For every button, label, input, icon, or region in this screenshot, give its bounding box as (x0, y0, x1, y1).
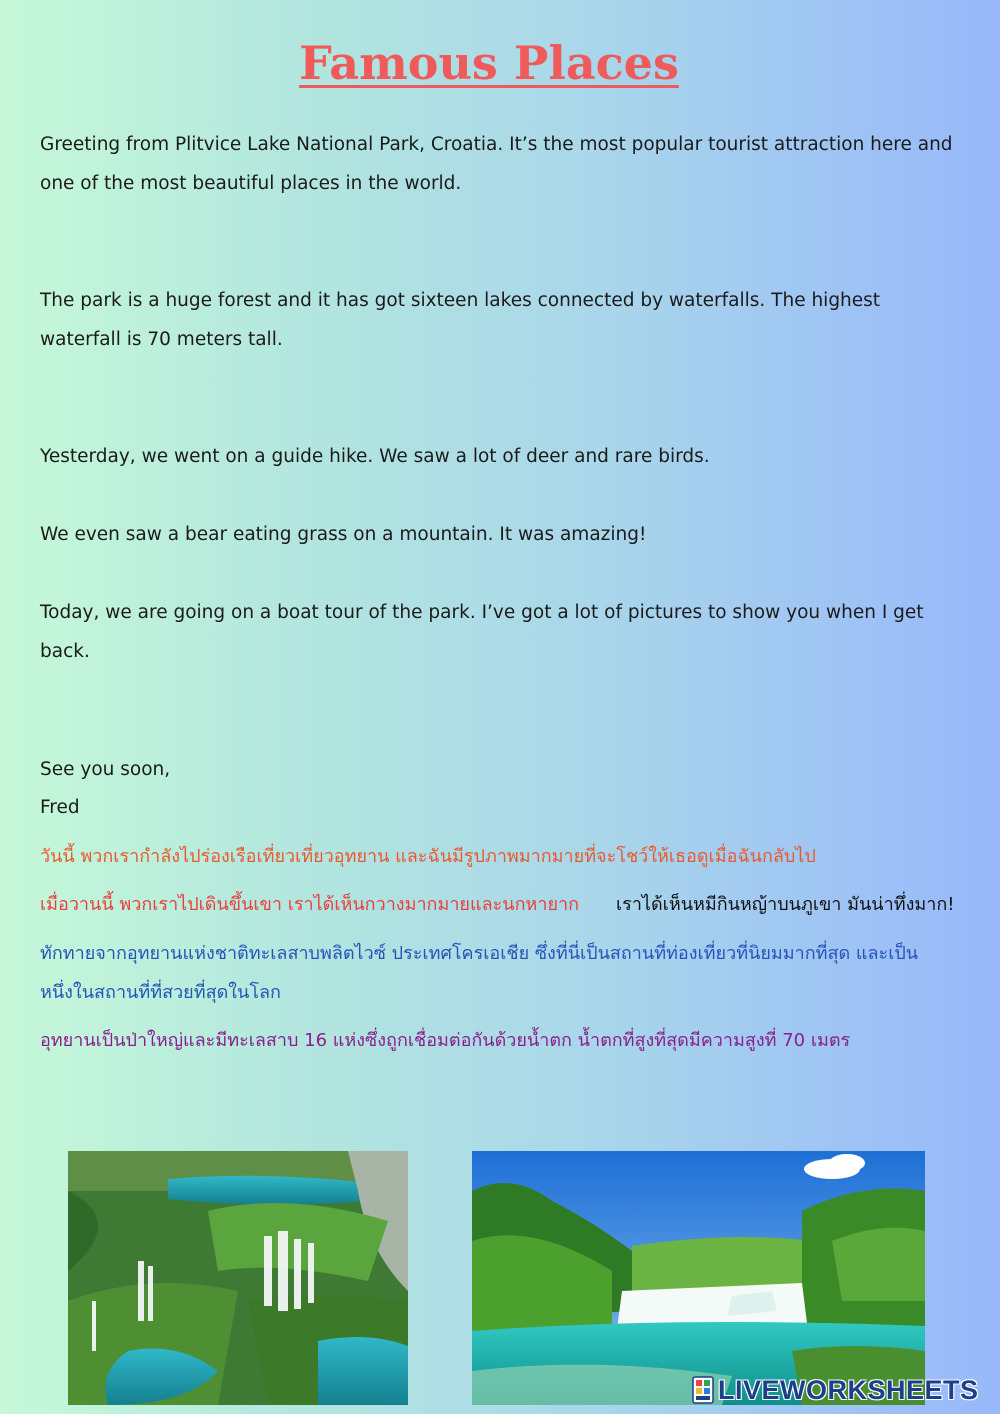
paragraph-yesterday: Yesterday, we went on a guide hike. We saw a lot of deer and rare birds. (40, 446, 710, 467)
waterfall-photo-left (68, 1151, 408, 1405)
thai-translation-yesterday: เมื่อวานนี้ พวกเราไปเดินขึ้นเขา เราได้เห็นกวางมากมายและนกหายาก (40, 894, 580, 915)
liveworksheets-icon (692, 1376, 714, 1404)
paragraph-greeting: Greeting from Plitvice Lake National Park, Croatia. It’s the most popular tourist attraction here and one of the most beautiful places in the world. (40, 134, 953, 194)
closing-text: See you soon, (40, 759, 171, 780)
brand-name: LIVEWORKSHEETS (718, 1374, 979, 1405)
page-title: Famous Places (299, 36, 679, 90)
thai-translation-today: วันนี้ พวกเรากำลังไปร่องเรือเที่ยวเที่ยวอุทยาน และฉันมีรูปภาพมากมายที่จะโชว์ให้เธอดูเมื่อฉันกลับไป (40, 846, 816, 867)
thai-translation-park: อุทยานเป็นป่าใหญ่และมีทะเลสาบ 16 แห่งซึ่งถูกเชื่อมต่อกันด้วยน้ำตก น้ำตกที่สูงที่สุดมีความสูงที่ 70 เมตร (40, 1030, 851, 1051)
paragraph-park: The park is a huge forest and it has got sixteen lakes connected by waterfalls. The highest waterfall is 70 meters tall. (40, 290, 881, 350)
paragraph-today: Today, we are going on a boat tour of the park. I’ve got a lot of pictures to show you when I get back. (40, 602, 924, 662)
liveworksheets-logo (692, 1374, 979, 1406)
paragraph-bear: We even saw a bear eating grass on a mountain. It was amazing! (40, 524, 647, 545)
waterfall-photo-right (472, 1151, 925, 1405)
thai-translation-greeting: ทักทายจากอุทยานแห่งชาติทะเลสาบพลิตไวซ์ ประเทศโครเอเชีย ซึ่งที่นี่เป็นสถานที่ท่องเที่ยวที่นิยมมากที่สุด และเป็นหนึ่งในสถานที่ที่สวยที่สุดในโลก (40, 943, 919, 1003)
signature: Fred (40, 797, 80, 818)
thai-translation-bear: เราได้เห็นหมีกินหญ้าบนภูเขา มันน่าทึ่งมาก! (616, 894, 955, 915)
